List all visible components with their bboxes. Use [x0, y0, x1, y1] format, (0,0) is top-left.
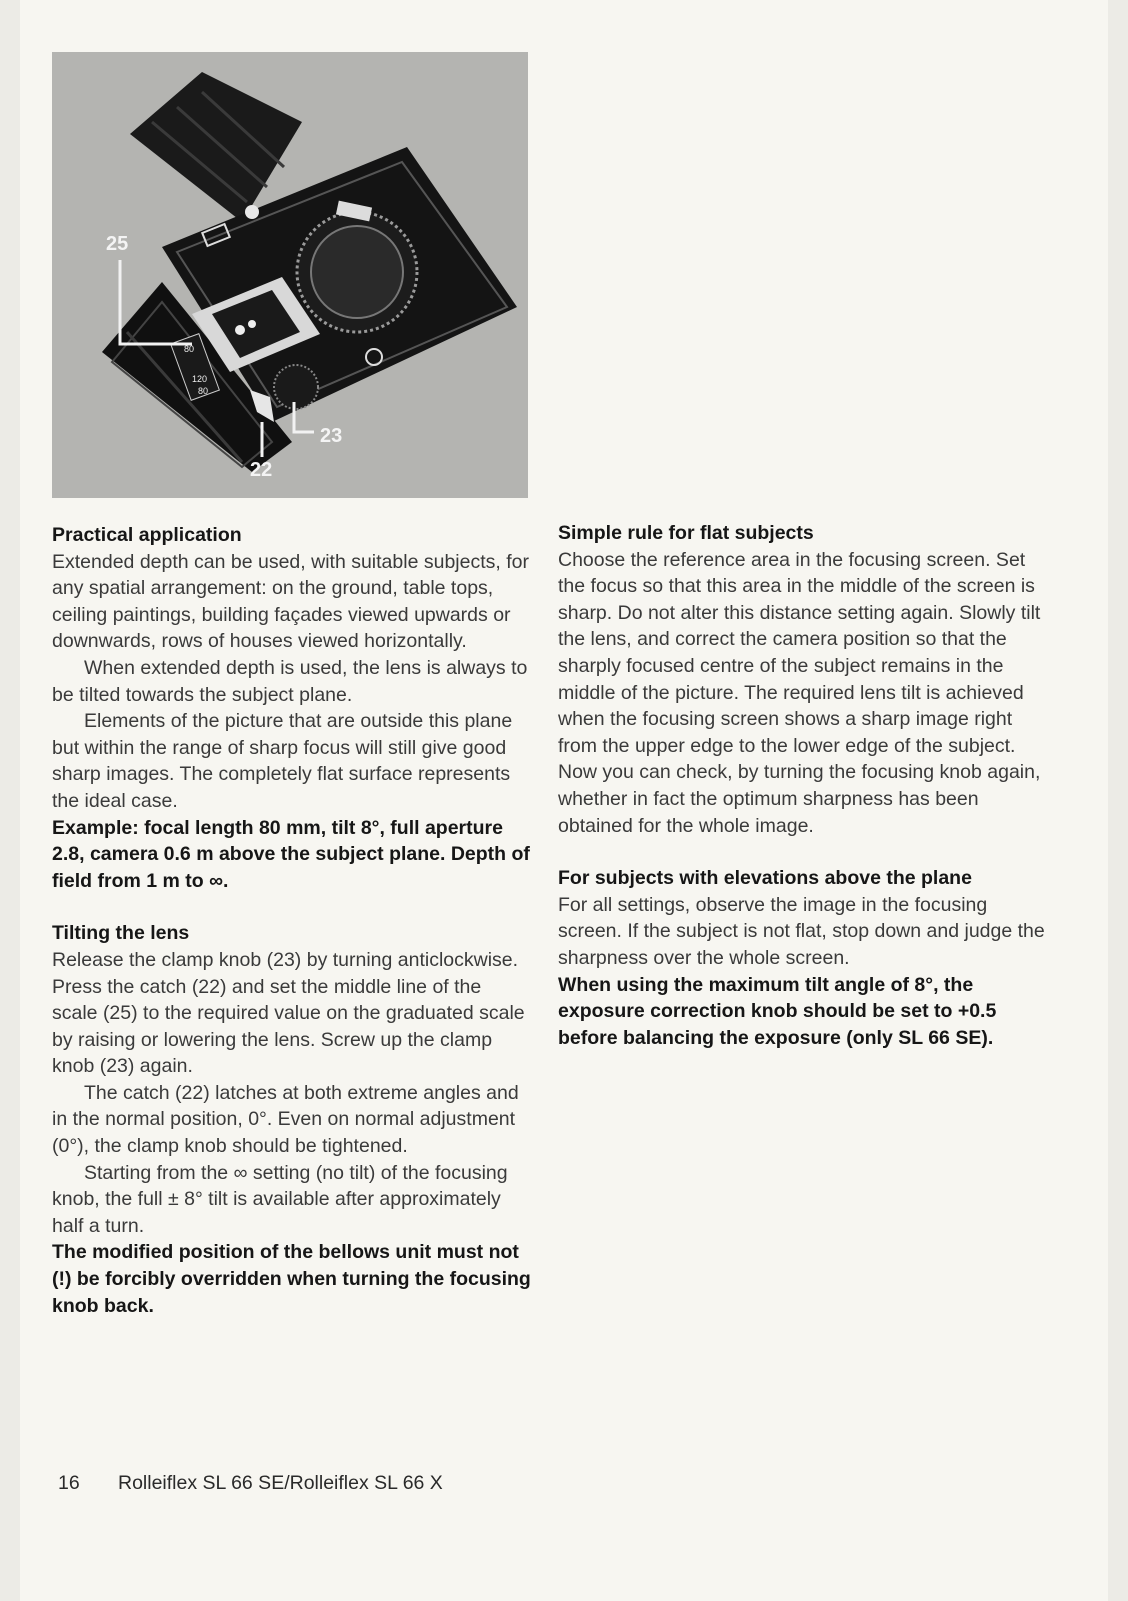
clamp-knob: [274, 365, 318, 409]
page-footer: [58, 1472, 443, 1495]
warning-text: The modified position of the bellows unit must not (!) be forcibly overridden when turning the focusing knob back.: [52, 1241, 531, 1317]
example-text: Example: focal length 80 mm, tilt 8°, full aperture 2.8, camera 0.6 m above the subject plane. Depth of field from 1 m to ∞.: [52, 816, 530, 892]
heading-simple-rule: Simple rule for flat subjects: [558, 522, 814, 544]
footer-title: Rolleiflex SL 66 SE/Rolleiflex SL 66 X: [118, 1472, 443, 1494]
paragraph-all-settings: For all settings, observe the image in the focusing screen. If the subject is not flat, stop down and judge the sharpness over the whole screen.: [558, 893, 1045, 969]
paragraph-release-clamp: Release the clamp knob (23) by turning anticlockwise. Press the catch (22) and set the middle line of the scale (25) to the required value on the graduated scale by raising or lowering the lens. Screw up the clamp knob (23) again.: [52, 948, 525, 1078]
manual-page: [20, 0, 1108, 1601]
right-column: [558, 520, 1050, 1051]
callout-23: 23: [320, 425, 343, 447]
callout-25: 25: [106, 233, 129, 255]
left-column: [52, 522, 532, 1319]
heading-tilting-the-lens: Tilting the lens: [52, 922, 190, 945]
paragraph-infinity-setting: Starting from the ∞ setting (no tilt) of the focusing knob, the full ± 8° tilt is available after approximately half a turn.: [52, 1161, 508, 1237]
paragraph-reference-area: Choose the reference area in the focusing screen. Set the focus so that this area in the middle of the screen is sharp. Do not alter this distance setting again. Slowly tilt the lens, and correct the camera position so that the sharply focused centre of the subject remains in the middle of the picture. The required lens tilt is achieved when the focusing screen shows a sharp image right from the upper edge to the lower edge of the subject. Now you can check, by turning the focusing knob again, whether in fact the optimum sharpness has been obtained for the whole image.: [558, 548, 1041, 837]
viewfinder-hood: [130, 72, 302, 222]
camera-illustration: [52, 52, 528, 498]
callout-22: 22: [250, 459, 273, 481]
camera-drawing: [52, 52, 528, 498]
heading-elevations: For subjects with elevations above the plane: [558, 867, 972, 890]
page-number: 16: [58, 1472, 80, 1494]
scale-mark-120: 120: [192, 374, 208, 384]
scale-mark-80-bottom: 80: [198, 386, 209, 396]
paragraph-catch-latches: The catch (22) latches at both extreme angles and in the normal position, 0°. Even on normal adjustment (0°), the clamp knob should be tightened.: [52, 1081, 519, 1158]
paragraph-elements-outside-plane: Elements of the picture that are outside this plane but within the range of sharp focus will still give good sharp images. The completely flat surface represents the ideal case.: [52, 710, 513, 812]
note-maximum-tilt: When using the maximum tilt angle of 8°, the exposure correction knob should be set to +0.5 before balancing the exposure (only SL 66 SE).: [558, 973, 997, 1049]
paragraph-extended-depth: Extended depth can be used, with suitable subjects, for any spatial arrangement: on the ground, table tops, ceiling paintings, building façades viewed upwards or downwards, rows of houses viewed horizontally.: [52, 550, 529, 653]
paragraph-lens-tilted: When extended depth is used, the lens is always to be tilted towards the subject plane.: [52, 656, 528, 706]
scale-mark-80-top: 80: [184, 344, 195, 354]
heading-practical-application: Practical application: [52, 524, 242, 546]
